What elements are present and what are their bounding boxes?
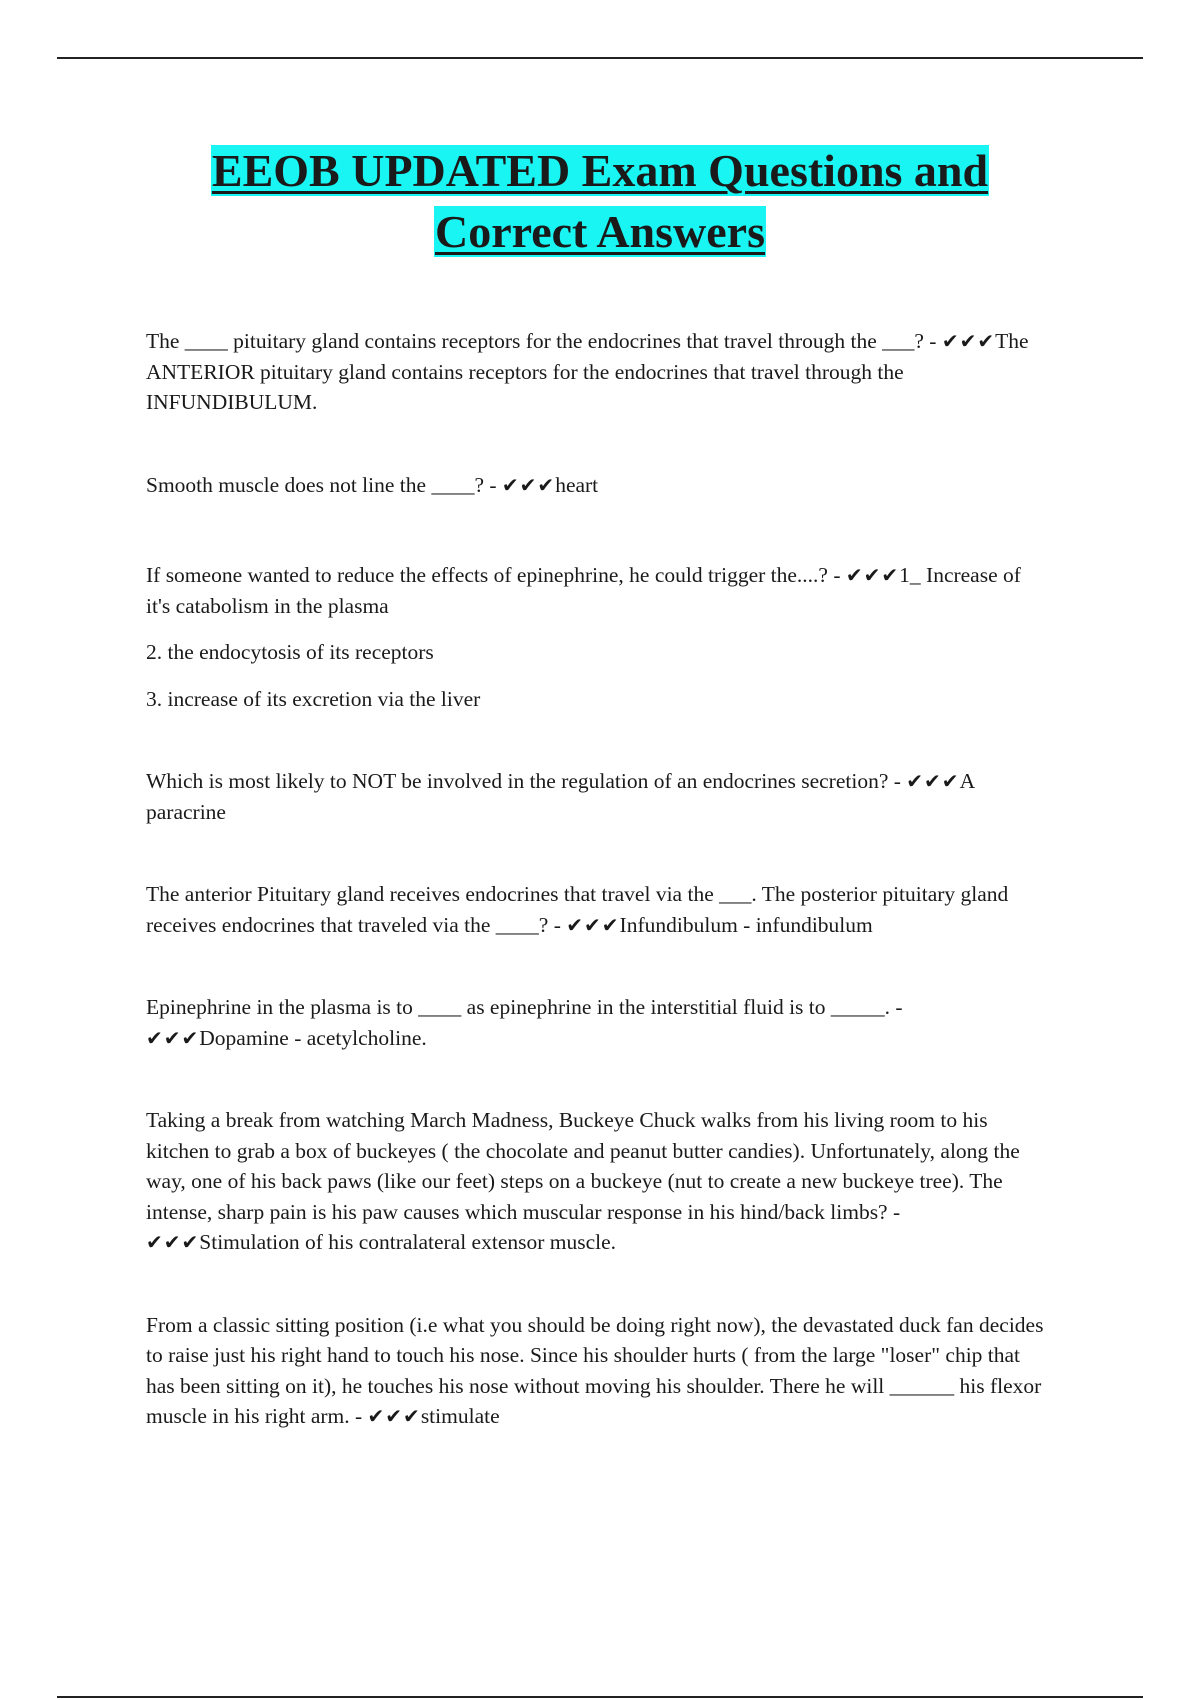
- answer-text: Infundibulum - infundibulum: [619, 912, 873, 937]
- question-text: The anterior Pituitary gland receives endocrines that travel via the ___. The posterior pituitary gland receives endocrines that traveled via the ____? -: [146, 882, 1009, 937]
- qa-list: [146, 326, 1046, 1484]
- qa-item: [146, 1105, 1046, 1258]
- answer-text: heart: [555, 472, 599, 497]
- qa-item: [146, 879, 1046, 940]
- qa-item: [146, 326, 1046, 418]
- checkmark-icon: ✔✔✔: [906, 769, 960, 793]
- answer-text: stimulate: [420, 1404, 500, 1428]
- qa-item: [146, 992, 1046, 1053]
- answer-text: Stimulation of his contralateral extensor muscle.: [199, 1230, 617, 1254]
- checkmark-icon: ✔✔✔: [367, 1404, 421, 1428]
- answer-text: The ANTERIOR pituitary gland contains receptors for the endocrines that travel through the INFUNDIBULUM.: [146, 329, 1029, 414]
- question-text: If someone wanted to reduce the effects of epinephrine, he could trigger the....? -: [146, 563, 846, 587]
- checkmark-icon: ✔✔✔: [566, 912, 620, 937]
- answer-list-item: 2. the endocytosis of its receptors: [146, 640, 434, 664]
- checkmark-icon: ✔✔✔: [146, 1230, 200, 1254]
- top-divider: [57, 57, 1143, 59]
- checkmark-icon: ✔✔✔: [941, 329, 996, 353]
- checkmark-icon: ✔✔✔: [501, 472, 556, 497]
- answer-text: 1_ Increase of it's catabolism in the plasma: [146, 563, 1021, 618]
- question-text: Smooth muscle does not line the ____? -: [146, 472, 502, 497]
- title-line-1: EEOB UPDATED Exam Questions and: [211, 145, 989, 196]
- page-title: [0, 140, 1200, 262]
- answer-text: Dopamine - acetylcholine.: [199, 1025, 427, 1050]
- question-text: Epinephrine in the plasma is to ____ as epinephrine in the interstitial fluid is to _____. -: [146, 995, 903, 1019]
- bottom-divider: [57, 1696, 1143, 1698]
- question-text: Which is most likely to NOT be involved in the regulation of an endocrines secretion? -: [146, 769, 907, 793]
- question-text: The ____ pituitary gland contains receptors for the endocrines that travel through the ___? -: [146, 329, 942, 353]
- title-line-2: Correct Answers: [435, 206, 765, 257]
- question-text: Taking a break from watching March Madness, Buckeye Chuck walks from his living room to his kitchen to grab a box of buckeyes ( the chocolate and peanut butter candies). Unfortunately, along the way, one of his back paws (like our feet) steps on a buckeye (nut to create a new buckeye tree). The intense, sharp pain is his paw causes which muscular response in his hind/back limbs? -: [146, 1108, 1020, 1224]
- checkmark-icon: ✔✔✔: [845, 563, 900, 587]
- answer-text: A paracrine: [146, 769, 974, 824]
- qa-item: [146, 470, 1046, 501]
- qa-item: [146, 560, 1046, 714]
- answer-list-item: 3. increase of its excretion via the liver: [146, 686, 481, 711]
- question-text: From a classic sitting position (i.e what you should be doing right now), the devastated duck fan decides to raise just his right hand to touch his nose. Since his shoulder hurts ( from the large "loser" chip that has been sitting on it), he touches his nose without moving his shoulder. There he will ______ his flexor muscle in his right arm. -: [146, 1312, 1044, 1428]
- qa-item: [146, 1310, 1046, 1432]
- checkmark-icon: ✔✔✔: [146, 1025, 200, 1050]
- qa-item: [146, 766, 1046, 827]
